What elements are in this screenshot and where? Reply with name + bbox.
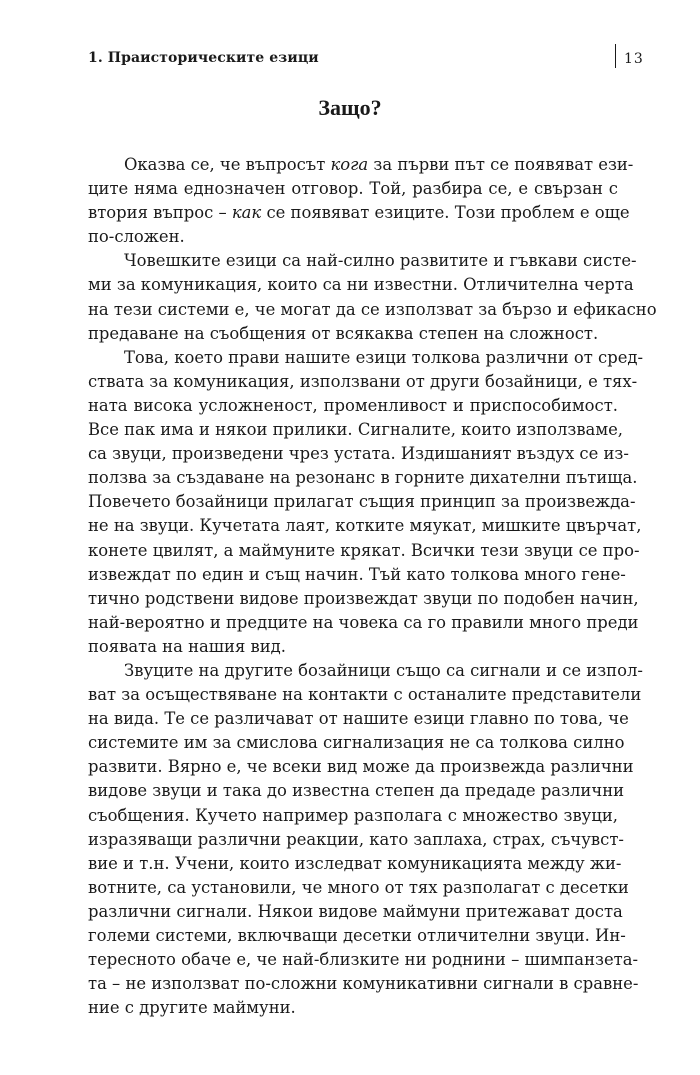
text-line <box>88 611 639 635</box>
text-line <box>88 539 640 563</box>
text-line <box>88 346 644 370</box>
paragraph <box>88 659 643 1020</box>
text-line <box>88 153 634 177</box>
text-segment: най-вероятно и предците на човека са го правили много преди <box>88 612 639 632</box>
text-segment: Повечето бозайници прилагат същия принцип за произвежда- <box>88 492 636 512</box>
text-segment: изразяващи различни реакции, като заплаха, страх, съчувст- <box>88 829 624 849</box>
text-segment: Звуците на другите бозайници също са сигнали и се изпол- <box>124 660 643 680</box>
text-segment: тересното обаче е, че най-близките ни роднини – шимпанзета- <box>88 950 639 970</box>
text-line <box>88 201 630 225</box>
text-line <box>88 948 639 972</box>
text-segment: на тези системи е, че могат да се използват за бързо и ефикасно <box>88 299 657 319</box>
text-segment: Оказва се, че въпросът <box>124 155 331 174</box>
text-line <box>88 635 618 659</box>
text-line <box>88 972 639 996</box>
text-segment: ствата за комуникация, използвани от други бозайници, е тях- <box>88 371 638 391</box>
text-segment: предаване на съобщения от всякаква степен на сложност. <box>88 323 599 343</box>
text-segment: извеждат по един и същ начин. Тъй като толкова много гене- <box>88 564 626 584</box>
text-line <box>88 394 618 418</box>
text-segment: ната висока усложненост, променливост и приспособимост. <box>88 395 618 415</box>
text-line <box>88 683 642 707</box>
text-line <box>88 225 618 249</box>
text-line <box>88 804 618 828</box>
body-text <box>88 153 657 1020</box>
text-line <box>88 900 623 924</box>
section-title: Защо? <box>318 95 382 120</box>
running-header <box>88 50 644 72</box>
text-line <box>88 587 639 611</box>
text-segment: на вида. Те се различават от нашите езици главно по това, че <box>88 709 629 729</box>
text-segment: ват за осъществяване на контакти с останалите представители <box>88 685 642 705</box>
text-segment: вие и т.н. Учени, които изследват комуникацията между жи- <box>88 853 622 873</box>
text-line <box>88 322 618 346</box>
text-line <box>88 466 638 490</box>
paragraph <box>88 346 644 659</box>
text-segment: втория въпрос – <box>88 203 232 223</box>
text-segment: се появяват езиците. Този проблем е още <box>261 203 630 223</box>
text-line <box>88 731 625 755</box>
text-line <box>88 514 642 538</box>
text-segment: са звуци, произведени чрез устата. Издишаният въздух се из- <box>88 444 629 464</box>
text-line <box>88 273 634 297</box>
text-segment: конете цвилят, а маймуните крякат. Всички тези звуци се про- <box>88 540 640 560</box>
text-segment: Все пак има и някои прилики. Сигналите, които използваме, <box>88 420 623 440</box>
text-line <box>88 298 657 322</box>
text-segment: Човешките езици са най-силно развитите и гъвкави систе- <box>124 251 637 271</box>
text-segment: появата на нашия вид. <box>88 636 286 656</box>
text-line <box>88 707 629 731</box>
paragraph <box>88 249 657 345</box>
text-segment: за първи път се появяват ези- <box>368 155 634 174</box>
header-separator <box>615 44 616 68</box>
emphasized-word: как <box>231 203 262 223</box>
text-line <box>88 876 629 900</box>
text-segment: развити. Вярно е, че всеки вид може да произвежда различни <box>88 757 634 777</box>
text-segment: съобщения. Кучето например разполага с множество звуци, <box>88 805 618 825</box>
text-line <box>88 779 625 803</box>
page-number: 13 <box>624 51 644 67</box>
text-segment: големи системи, включващи десетки отличителни звуци. Ин- <box>88 926 626 945</box>
text-line <box>88 370 638 394</box>
text-segment: по-сложен. <box>88 227 185 247</box>
text-segment: ците няма еднозначен отговор. Той, разбира се, е свързан с <box>88 179 618 199</box>
text-line <box>88 418 623 442</box>
text-segment: ми за комуникация, които са ни известни. Отличителна черта <box>88 275 634 295</box>
text-segment: видове звуци и така до известна степен да предаде различни <box>88 781 625 801</box>
text-segment: ние с другите маймуни. <box>88 998 296 1018</box>
paragraph <box>88 153 634 249</box>
text-segment: ползва за създаване на резонанс в горните дихателни пътища. <box>88 468 638 488</box>
text-segment: различни сигнали. Някои видове маймуни притежават доста <box>88 901 623 921</box>
text-line <box>88 249 637 273</box>
text-segment: та – не използват по-сложни комуникативни сигнали в сравне- <box>88 974 639 994</box>
text-line <box>88 177 618 201</box>
text-line <box>88 755 634 779</box>
text-line <box>88 659 643 683</box>
text-segment: не на звуци. Кучетата лаят, котките мяукат, мишките цвърчат, <box>88 516 642 536</box>
text-segment: вотните, са установили, че много от тях разполагат с десетки <box>88 877 629 897</box>
text-line <box>88 996 618 1020</box>
text-line <box>88 852 622 876</box>
text-line <box>88 828 624 852</box>
emphasized-word: кога <box>330 155 369 174</box>
chapter-title: 1. Праисторическите езици <box>88 50 319 66</box>
text-line <box>88 924 626 948</box>
text-segment: Това, което прави нашите езици толкова различни от сред- <box>124 347 644 367</box>
text-segment: тично родствени видове произвеждат звуци по подобен начин, <box>88 588 639 608</box>
text-segment: системите им за смислова сигнализация не са толкова силно <box>88 733 625 753</box>
text-line <box>88 442 629 466</box>
text-line <box>88 490 636 514</box>
text-line <box>88 563 626 587</box>
